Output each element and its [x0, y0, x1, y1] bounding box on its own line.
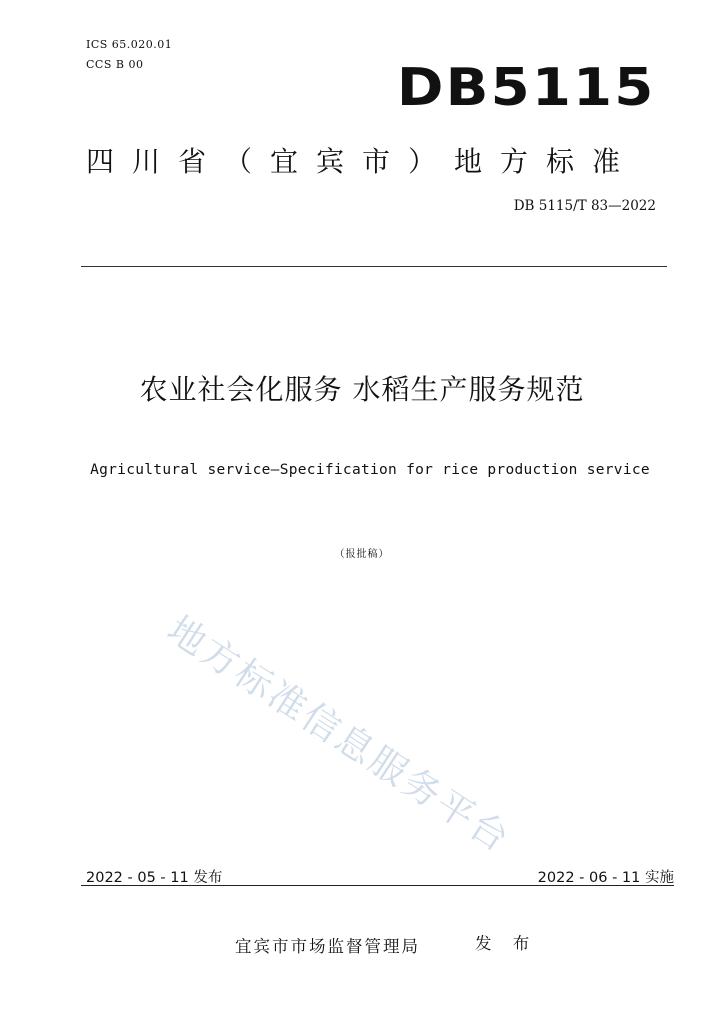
implementation-date: 2022 - 06 - 11 实施: [537, 870, 674, 886]
header-divider: [81, 266, 667, 267]
title-english: Agricultural service—Specification for rice production service: [90, 462, 650, 478]
ccs-code: CCS B 00: [86, 58, 144, 71]
standard-level: 四川省（宜宾市）地方标准: [86, 145, 639, 178]
issue-date: 2022 - 05 - 11 发布: [86, 870, 223, 886]
ics-code: ICS 65.020.01: [86, 38, 173, 51]
standard-mark: DB5115: [397, 58, 656, 118]
issuing-authority: 宜宾市市场监督管理局: [235, 937, 420, 956]
draft-note: （报批稿）: [334, 549, 390, 560]
standard-number: DB 5115/T 83—2022: [513, 198, 656, 214]
footer-divider: [81, 885, 674, 886]
watermark: 地方标准信息服务平台: [159, 607, 519, 862]
publish-label: 发 布: [475, 934, 538, 953]
title-chinese: 农业社会化服务 水稻生产服务规范: [139, 373, 585, 406]
